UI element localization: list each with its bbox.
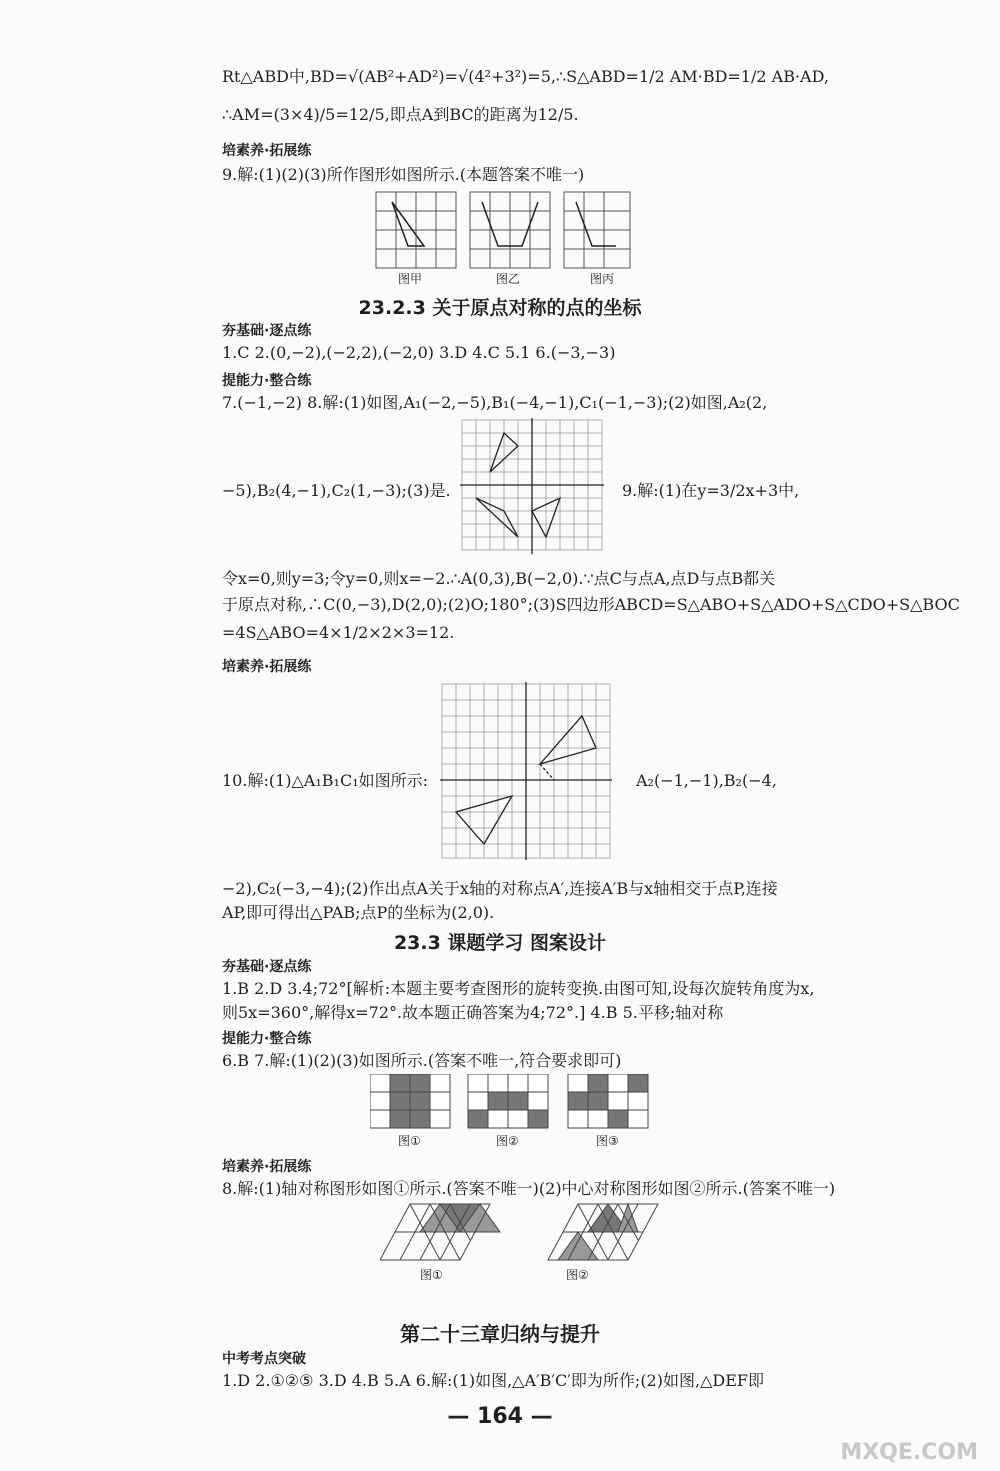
figure-caption: 图③ (596, 1134, 619, 1148)
text-line: 9.解:(1)(2)(3)所作图形如图所示.(本题答案不唯一) (222, 165, 585, 184)
figure-caption: 图丙 (590, 272, 615, 286)
text-line: 令x=0,则y=3;令y=0,则x=−2.∴A(0,3),B(−2,0).∵点C与点A,点D与点B都关 (222, 569, 776, 588)
figure-caption: 图② (566, 1268, 589, 1282)
coordinate-grid-10 (438, 680, 614, 862)
pattern-squares (370, 1074, 650, 1134)
text-line: 于原点对称,∴C(0,−3),D(2,0);(2)O;180°;(3)S四边形ABCD=S△ABO+S△ADO+S△CDO+S△BOC (222, 595, 960, 614)
chapter-title: 第二十三章归纳与提升 (400, 1322, 600, 1346)
section-heading: 培素养·拓展练 (222, 143, 312, 159)
figure-caption: 图① (398, 1134, 421, 1148)
text-line: AP,即可得出△PAB;点P的坐标为(2,0). (222, 903, 495, 922)
text-line: A₂(−1,−1),B₂(−4, (636, 771, 777, 790)
figure-caption: 图乙 (496, 272, 521, 286)
section-heading: 提能力·整合练 (222, 373, 312, 389)
section-title: 23.3 课题学习 图案设计 (393, 932, 607, 954)
page-number: — 164 — (447, 1404, 553, 1429)
triangle-patterns (380, 1200, 670, 1266)
text-line: 1.D 2.①②⑤ 3.D 4.B 5.A 6.解:(1)如图,△A′B′C′即为所作;(2)如图,△DEF即 (222, 1371, 764, 1390)
text-line: 则5x=360°,解得x=72°.故本题正确答案为4;72°.] 4.B 5.平移;轴对称 (222, 1003, 724, 1022)
watermark: MXQE.COM (840, 1440, 978, 1465)
section-heading: 培素养·拓展练 (222, 1159, 312, 1175)
figure-caption: 图② (496, 1134, 519, 1148)
text-line: −5),B₂(4,−1),C₂(1,−3);(3)是. (222, 481, 451, 500)
section-heading: 中考考点突破 (222, 1351, 306, 1367)
text-line: =4S△ABO=4×1/2×2×3=12. (222, 623, 455, 642)
section-heading: 夯基础·逐点练 (222, 323, 312, 339)
section-title: 23.2.3 关于原点对称的点的坐标 (358, 297, 642, 319)
text-line: 1.C 2.(0,−2),(−2,2),(−2,0) 3.D 4.C 5.1 6.(−3,−3) (222, 343, 616, 362)
text-line: 1.B 2.D 3.4;72°[解析:本题主要考查图形的旋转变换.由图可知,设每次旋转角度为x, (222, 979, 815, 998)
coordinate-grid-8 (458, 416, 608, 556)
section-heading: 培素养·拓展练 (222, 659, 312, 675)
text-line: 6.B 7.解:(1)(2)(3)如图所示.(答案不唯一,符合要求即可) (222, 1051, 622, 1070)
figure-caption: 图① (420, 1268, 443, 1282)
text-line: 9.解:(1)在y=3/2x+3中, (622, 481, 800, 500)
figure-caption: 图甲 (398, 272, 423, 286)
text-line: 7.(−1,−2) 8.解:(1)如图,A₁(−2,−5),B₁(−4,−1),C₁(−1,−3);(2)如图,A₂(2, (222, 393, 768, 412)
section-heading: 提能力·整合练 (222, 1031, 312, 1047)
text-line: 10.解:(1)△A₁B₁C₁如图所示: (222, 771, 428, 790)
text-line: 8.解:(1)轴对称图形如图①所示.(答案不唯一)(2)中心对称图形如图②所示.(答案不唯一) (222, 1179, 836, 1198)
section-heading: 夯基础·逐点练 (222, 959, 312, 975)
text-line: ∴AM=(3×4)/5=12/5,即点A到BC的距离为12/5. (222, 105, 579, 124)
text-line: Rt△ABD中,BD=√(AB²+AD²)=√(4²+3²)=5,∴S△ABD=1/2 AM·BD=1/2 AB·AD, (222, 67, 829, 86)
text-line: −2),C₂(−3,−4);(2)作出点A关于x轴的对称点A′,连接A′B与x轴相交于点P,连接 (222, 879, 778, 898)
